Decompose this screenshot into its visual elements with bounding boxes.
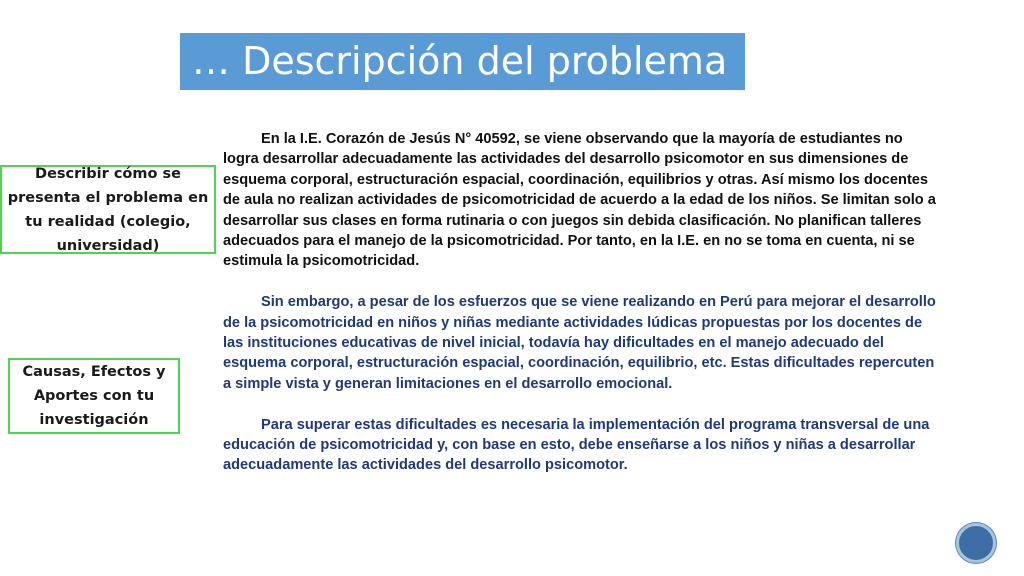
- page-number-badge: [956, 523, 996, 563]
- paragraph-solution: Para superar estas dificultades es necesaria la implementación del programa transversal de una educación de psicomotricidad y, con base en esto, debe enseñarse a los niños y niñas a desarrollar adecuadamente las actividades del desarrollo psicomotor.: [223, 416, 930, 474]
- callout-describe-problem: Describir cómo se presenta el problema en tu realidad (colegio, universidad): [0, 165, 216, 254]
- problem-description-body: [223, 129, 938, 496]
- paragraph-difficulties: Sin embargo, a pesar de los esfuerzos que se viene realizando en Perú para mejorar el desarrollo de la psicomotricidad en niños y niñas mediante actividades lúdicas propuestas por los docentes de las instituciones educativas de nivel inicial, todavía hay dificultades en el manejo adecuado del esquema corporal, estructuración espacial, coordinación, equilibrio, etc. Estas dificultades repercuten a simple vista y generan limitaciones en el desarrollo emocional.: [223, 294, 936, 392]
- paragraph-observation: En la I.E. Corazón de Jesús N° 40592, se viene observando que la mayoría de estudiantes no logra desarrollar adecuadamente las actividades del desarrollo psicomotor en sus dimensiones de esquema corporal, estructuración espacial, coordinación, equilibrios y otras. Así mismo los docentes de aula no realizan actividades de psicomotricidad de acuerdo a la edad de los niños. Se limitan solo a desarrollar sus clases en forma rutinaria o con juegos sin debida clasificación. No planifican talleres adecuados para el manejo de la psicomotricidad. Por tanto, en la I.E. en no se toma en cuenta, ni se estimula la psicomotricidad.: [223, 131, 936, 270]
- slide-title: … Descripción del problema: [180, 33, 745, 90]
- callout-causes-effects: Causas, Efectos y Aportes con tu investigación: [8, 358, 180, 434]
